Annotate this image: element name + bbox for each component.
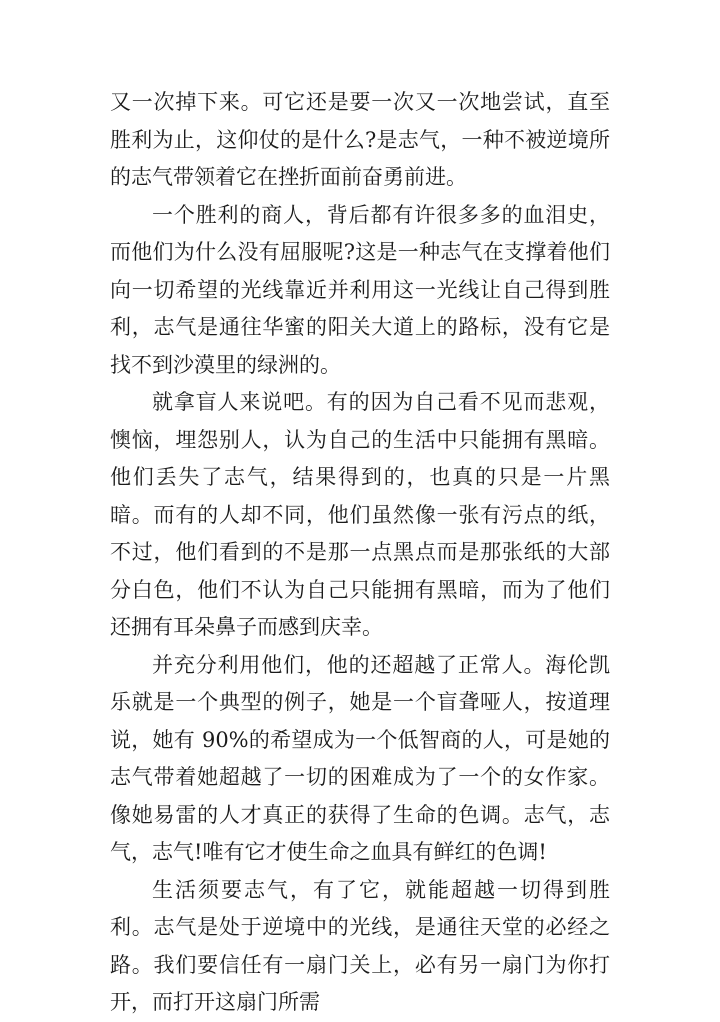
body-text: [110, 84, 610, 1022]
paragraph-4: 并充分利用他们，他的还超越了正常人。海伦凯乐就是一个典型的例子，她是一个盲聋哑人，按道理说，她有 90%的希望成为一个低智商的人，可是她的志气带着她超越了一切的困难成为了一个的女作家。像她易雷的人才真正的获得了生命的色调。志气，志气，志气!唯有它才使生命之血具有鲜红的色调!: [110, 652, 610, 864]
paragraph-1: 又一次掉下来。可它还是要一次又一次地尝试，直至胜利为止，这仰仗的是什么?是志气，一种不被逆境所的志气带领着它在挫折面前奋勇前进。: [110, 90, 610, 189]
paragraph-3: 就拿盲人来说吧。有的因为自己看不见而悲观，懊恼，埋怨别人，认为自己的生活中只能拥有黑暗。他们丢失了志气，结果得到的，也真的只是一片黑暗。而有的人却不同，他们虽然像一张有污点的纸，不过，他们看到的不是那一点黑点而是那张纸的大部分白色，他们不认为自己只能拥有黑暗，而为了他们还拥有耳朵鼻子而感到庆幸。: [110, 390, 610, 639]
paragraph-2: 一个胜利的商人，背后都有许很多多的血泪史，而他们为什么没有屈服呢?这是一种志气在支撑着他们向一切希望的光线靠近并利用这一光线让自己得到胜利，志气是通往华蜜的阳关大道上的路标，没有它是找不到沙漠里的绿洲的。: [110, 202, 610, 377]
paragraph-5: 生活须要志气，有了它，就能超越一切得到胜利。志气是处于逆境中的光线，是通往天堂的必经之路。我们要信任有一扇门关上，必有另一扇门为你打开，而打开这扇门所需: [110, 877, 610, 1014]
